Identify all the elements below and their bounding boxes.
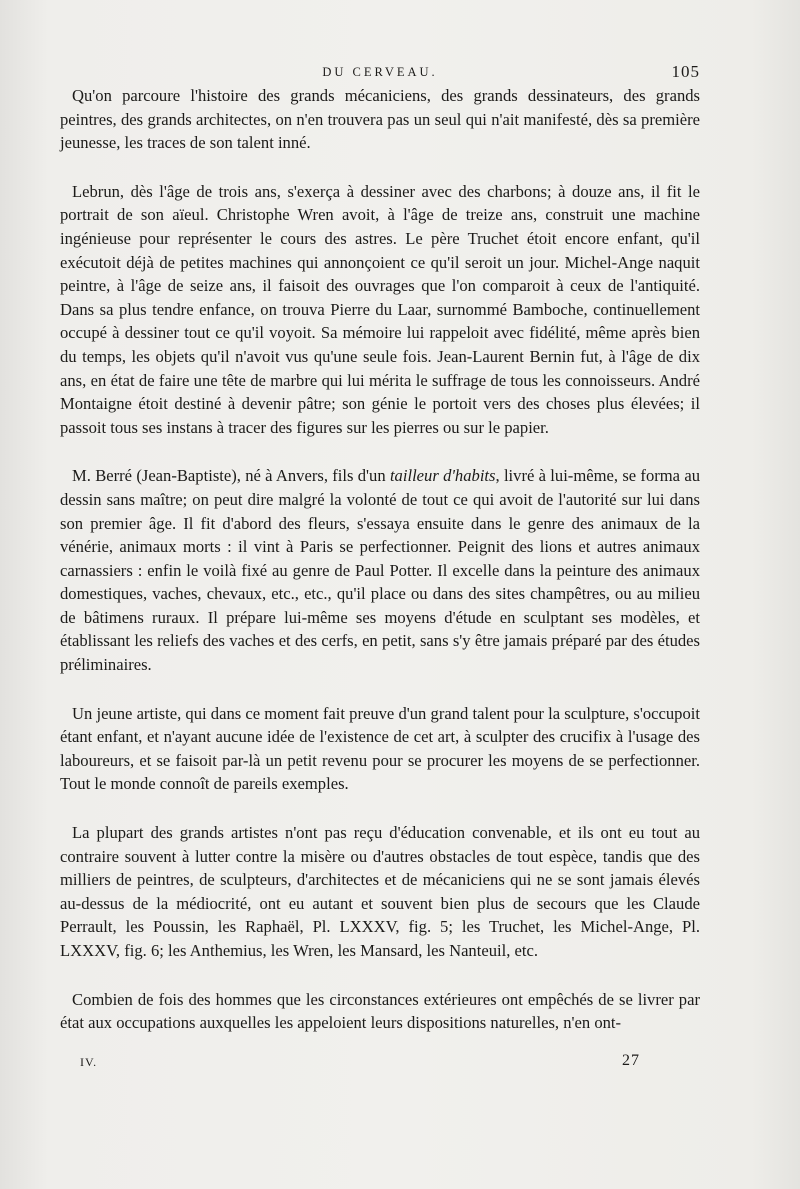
volume-number: IV. (80, 1055, 98, 1069)
paragraph-berre-italic: tailleur d'habits (389, 466, 496, 486)
paragraph-circumstances: Combien de fois des hommes que les circonstances extérieures ont empêchés de se livrer par état aux occupations auxquelles les appeloient leurs dispositions naturelles, n'en ont- (60, 989, 700, 1033)
page-number: 105 (671, 62, 700, 81)
paragraph-great-artists: La plupart des grands artistes n'ont pas reçu d'éducation convenable, et ils ont eu tout au contraire souvent à lutter contre la misère ou d'autres obstacles de tout espèce, tandis que des milliers de peintres, de sculpteurs, d'architectes et de mécaniciens qui ne se sont jamais élevés au-dessus de la médiocrité, ont eu autant et souvent bien plus de secours que les Claude Perrault, les Poussin, les Raphaël, Pl. LXXXV, fig. 5; les Truchet, les Michel-Ange, Pl. LXXXV, fig. 6; les Anthemius, les Wren, les Mansard, les Nanteuil, etc. (60, 823, 700, 960)
running-head (60, 62, 700, 84)
paragraph-berre-end: , livré à lui-même, se forma au dessin sans maître; on peut dire malgré la volonté de tout ce qui avoit de l'autorité sur lui dans son premier âge. Il fit d'abord des fleurs, s'essaya ensuite dans le genre des animaux de la vénérie, animaux morts : il vint à Paris se perfectionner. Peignit des lions et autres animaux carnassiers : enfin le voilà fixé au genre de Paul Potter. Il excelle dans la peinture des animaux domestiques, vaches, chevaux, etc., etc., qu'il place ou dans des sites champêtres, ou au milieu de bâtimens ruraux. Il prépare lui-même ses moyens d'étude en sculptant ses modèles, et établissant les reliefs des vaches et des cerfs, en petit, sans s'y être jamais préparé par des études préliminaires. (60, 466, 700, 675)
paragraph-young-sculptor: Un jeune artiste, qui dans ce moment fait preuve d'un grand talent pour la sculpture, s'occupoit étant enfant, et n'ayant aucune idée de l'existence de cet art, à sculpter des crucifix à l'usage des laboureurs, et se faisoit par-là un petit revenu pour se procurer les moyens de se perfectionner. Tout le monde connoît de pareils exemples. (60, 703, 700, 794)
paragraph-childhood-examples: Lebrun, dès l'âge de trois ans, s'exerça à dessiner avec des charbons; à douze ans, il fit le portrait de son aïeul. Christophe Wren avoit, à l'âge de treize ans, construit une machine ingénieuse pour représenter le cours des astres. Le père Truchet étoit encore enfant, qu'il exécutoit déjà de petites machines qui annonçoient ce qu'il seroit un jour. Michel-Ange naquit peintre, à l'âge de seize ans, il faisoit des ouvrages que l'on comparoit à ceux de l'antiquité. Dans sa plus tendre enfance, on trouva Pierre du Laar, surnommé Bamboche, continuellement occupé à dessiner tout ce qu'il voyoit. Sa mémoire lui rappeloit avec fidélité, même après bien du temps, les objets qu'il n'avoit vus qu'une seule fois. Jean-Laurent Bernin fut, à l'âge de dix ans, en état de faire une tête de marbre qui lui mérita le suffrage de tous les connoisseurs. André Montaigne étoit destiné à devenir pâtre; son génie le portoit vers des choses plus élevées; il passoit tous ses instans à tracer des figures sur les pierres ou sur le papier. (60, 181, 700, 437)
text-body (60, 84, 700, 1060)
paragraph-berre-start: M. Berré (Jean-Baptiste), né à Anvers, fils d'un (72, 466, 390, 486)
page-footer (80, 1052, 640, 1076)
paragraph-innate-talent: Qu'on parcoure l'histoire des grands mécaniciens, des grands dessinateurs, des grands peintres, des grands architectes, on n'en trouvera pas un seul qui n'ait manifesté, dès sa première jeunesse, les traces de son talent inné. (60, 86, 700, 153)
printer-signature: 27 (622, 1052, 640, 1069)
paragraph-berre (60, 464, 700, 676)
running-title: DU CERVEAU. (322, 65, 438, 79)
